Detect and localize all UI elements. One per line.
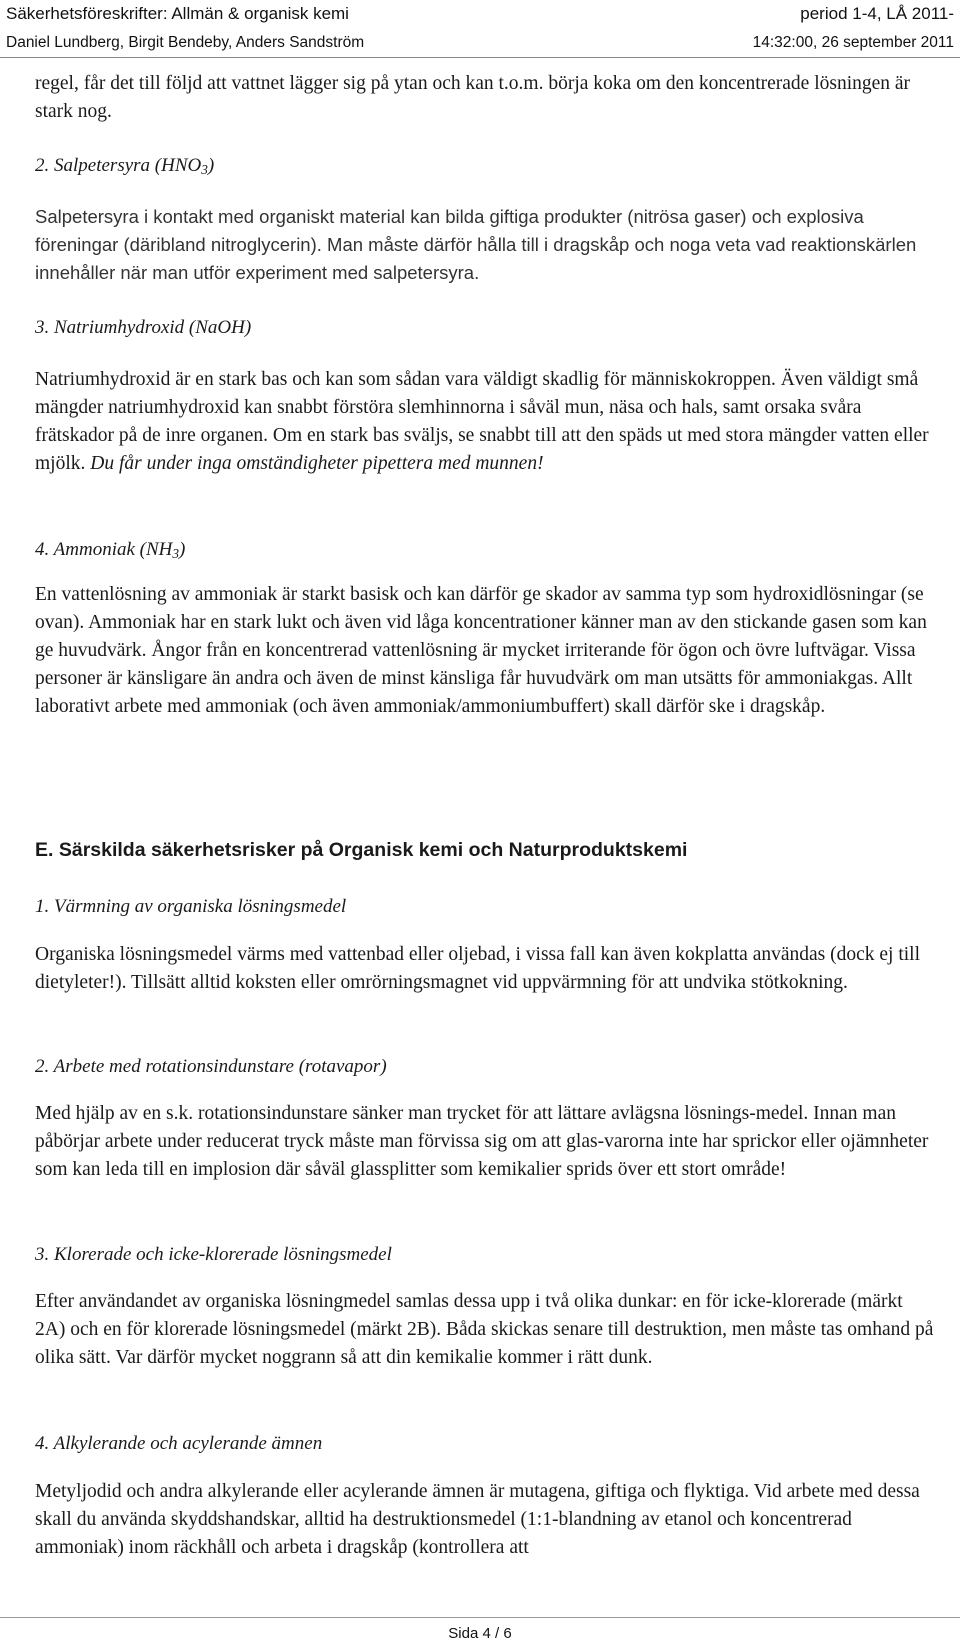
s4-text: En vattenlösning av ammoniak är starkt basisk och kan därför ge skador av samma typ som hydroxidlösningar (se ovan). Ammoniak har en stark lukt och även vid låga koncentrationer känner man av den stickande gasen som kan ge huvudvärk. Ångor från en koncentrerad vattenlösning är mycket irriterande för ögon och övre luftvägar. Vissa personer är känsligare än andra och även de minst känsliga får huvudvärk om man utsätts för ammoniakgas. Allt laborativt arbete med ammoniak (och även ammoniak/ammoniumbuffert) skall därför ske i dragskåp.: [35, 584, 927, 717]
e1-heading: [35, 893, 935, 921]
s3-paragraph: [35, 366, 935, 478]
authors: Daniel Lundberg, Birgit Bendeby, Anders Sandström: [6, 34, 365, 51]
header-divider: [0, 57, 960, 58]
s2-title-sub: 3: [201, 162, 208, 177]
period-label: period 1-4, LÅ 2011-: [800, 4, 954, 23]
s3-title: 3. Natriumhydroxid (NaOH): [35, 317, 252, 338]
e4-text: Metyljodid och andra alkylerande eller acylerande ämnen är mutagena, giftiga och flyktiga. Vid arbete med dessa skall du använda skyddshandskar, alltid ha destruktionsmedel (1:1-blandning av etanol och koncentrerad ammoniak) inom räckhåll och arbeta i dragskåp (kontrollera att: [35, 1481, 920, 1558]
s4-title-sub: 3: [172, 546, 180, 561]
s2-title-b: ): [207, 155, 215, 176]
e2-title: 2. Arbete med rotationsindunstare (rotavapor): [35, 1056, 387, 1077]
e2-heading: [35, 1053, 935, 1081]
s4-title: [35, 539, 185, 560]
s4-title-b: ): [179, 539, 186, 560]
page-number: Sida 4 / 6: [448, 1625, 512, 1642]
s2-heading: [35, 152, 935, 184]
e4-title: 4. Alkylerande och acylerande ämnen: [35, 1433, 323, 1454]
e3-paragraph: [35, 1288, 935, 1372]
e1-title: 1. Värmning av organiska lösningsmedel: [35, 896, 347, 917]
s2-paragraph: [35, 203, 935, 287]
header-row-2: [0, 32, 960, 56]
footer-divider: [0, 1617, 960, 1618]
s2-title-a: 2. Salpetersyra (HNO: [35, 155, 202, 176]
e2-paragraph: [35, 1100, 935, 1184]
s3-heading: [35, 314, 935, 342]
s4-heading: [35, 536, 935, 568]
e3-title: 3. Klorerade och icke-klorerade lösningsmedel: [35, 1244, 392, 1265]
header-row-1: [0, 2, 960, 28]
document-title: Säkerhetsföreskrifter: Allmän & organisk kemi: [6, 4, 349, 23]
e3-heading: [35, 1241, 935, 1269]
e2-text: Med hjälp av en s.k. rotationsindunstare sänker man trycket för att lättare avlägsna lösnings-medel. Innan man påbörjar arbete under reducerat tryck måste man förvissa sig om att glas-varorna inte har sprickor eller ojämnheter som kan leda till en implosion där såväl glassplitter som kemikalier sprids över ett stort område!: [35, 1103, 929, 1180]
intro-text: regel, får det till följd att vattnet lägger sig på ytan och kan t.o.m. börja koka om den koncentrerade lösningen är stark nog.: [35, 73, 911, 122]
e3-text: Efter användandet av organiska lösningmedel samlas dessa upp i två olika dunkar: en för icke-klorerade (märkt 2A) och en för klorerade lösningsmedel (märkt 2B). Båda skickas senare till destruktion, men måste tas omhand på olika sätt. Var därför mycket noggrann så att din kemikalie kommer i rätt dunk.: [35, 1291, 934, 1368]
timestamp: 14:32:00, 26 september 2011: [752, 34, 954, 51]
s2-title: [35, 155, 214, 176]
e1-paragraph: [35, 941, 935, 997]
e4-paragraph: [35, 1478, 935, 1562]
s2-text: Salpetersyra i kontakt med organiskt material kan bilda giftiga produkter (nitrösa gaser) och explosiva föreningar (däribland nitroglycerin). Man måste därför hålla till i dragskåp och noga veta vad reaktionskärlen innehåller när man utför experiment med salpetersyra.: [35, 206, 917, 283]
s4-paragraph: [35, 581, 935, 721]
section-e-heading: [35, 836, 935, 865]
s3-text: Natriumhydroxid är en stark bas och kan som sådan vara väldigt skadlig för människokroppen. Även väldigt små mängder natriumhydroxid kan snabbt förstöra slemhinnorna i såväl mun, näsa och hals, samt orsaka svåra frätskador på de inre organen. Om en stark bas sväljs, se snabbt till att den späds ut med stora mängder vatten eller mjölk.: [35, 369, 929, 474]
e4-heading: [35, 1430, 935, 1458]
e1-text: Organiska lösningsmedel värms med vattenbad eller oljebad, i vissa fall kan även kokplatta användas (dock ej till dietyleter!). Tillsätt alltid koksten eller omrörningsmagnet vid uppvärmning för att undvika stötkokning.: [35, 944, 921, 993]
s3-text-wrap: [35, 366, 935, 478]
s4-title-a: 4. Ammoniak (NH: [35, 539, 173, 560]
s3-warning: Du får under inga omständigheter pipettera med munnen!: [90, 453, 544, 474]
section-e-title: E. Särskilda säkerhetsrisker på Organisk kemi och Naturproduktskemi: [35, 839, 688, 861]
intro-paragraph: [35, 70, 935, 126]
